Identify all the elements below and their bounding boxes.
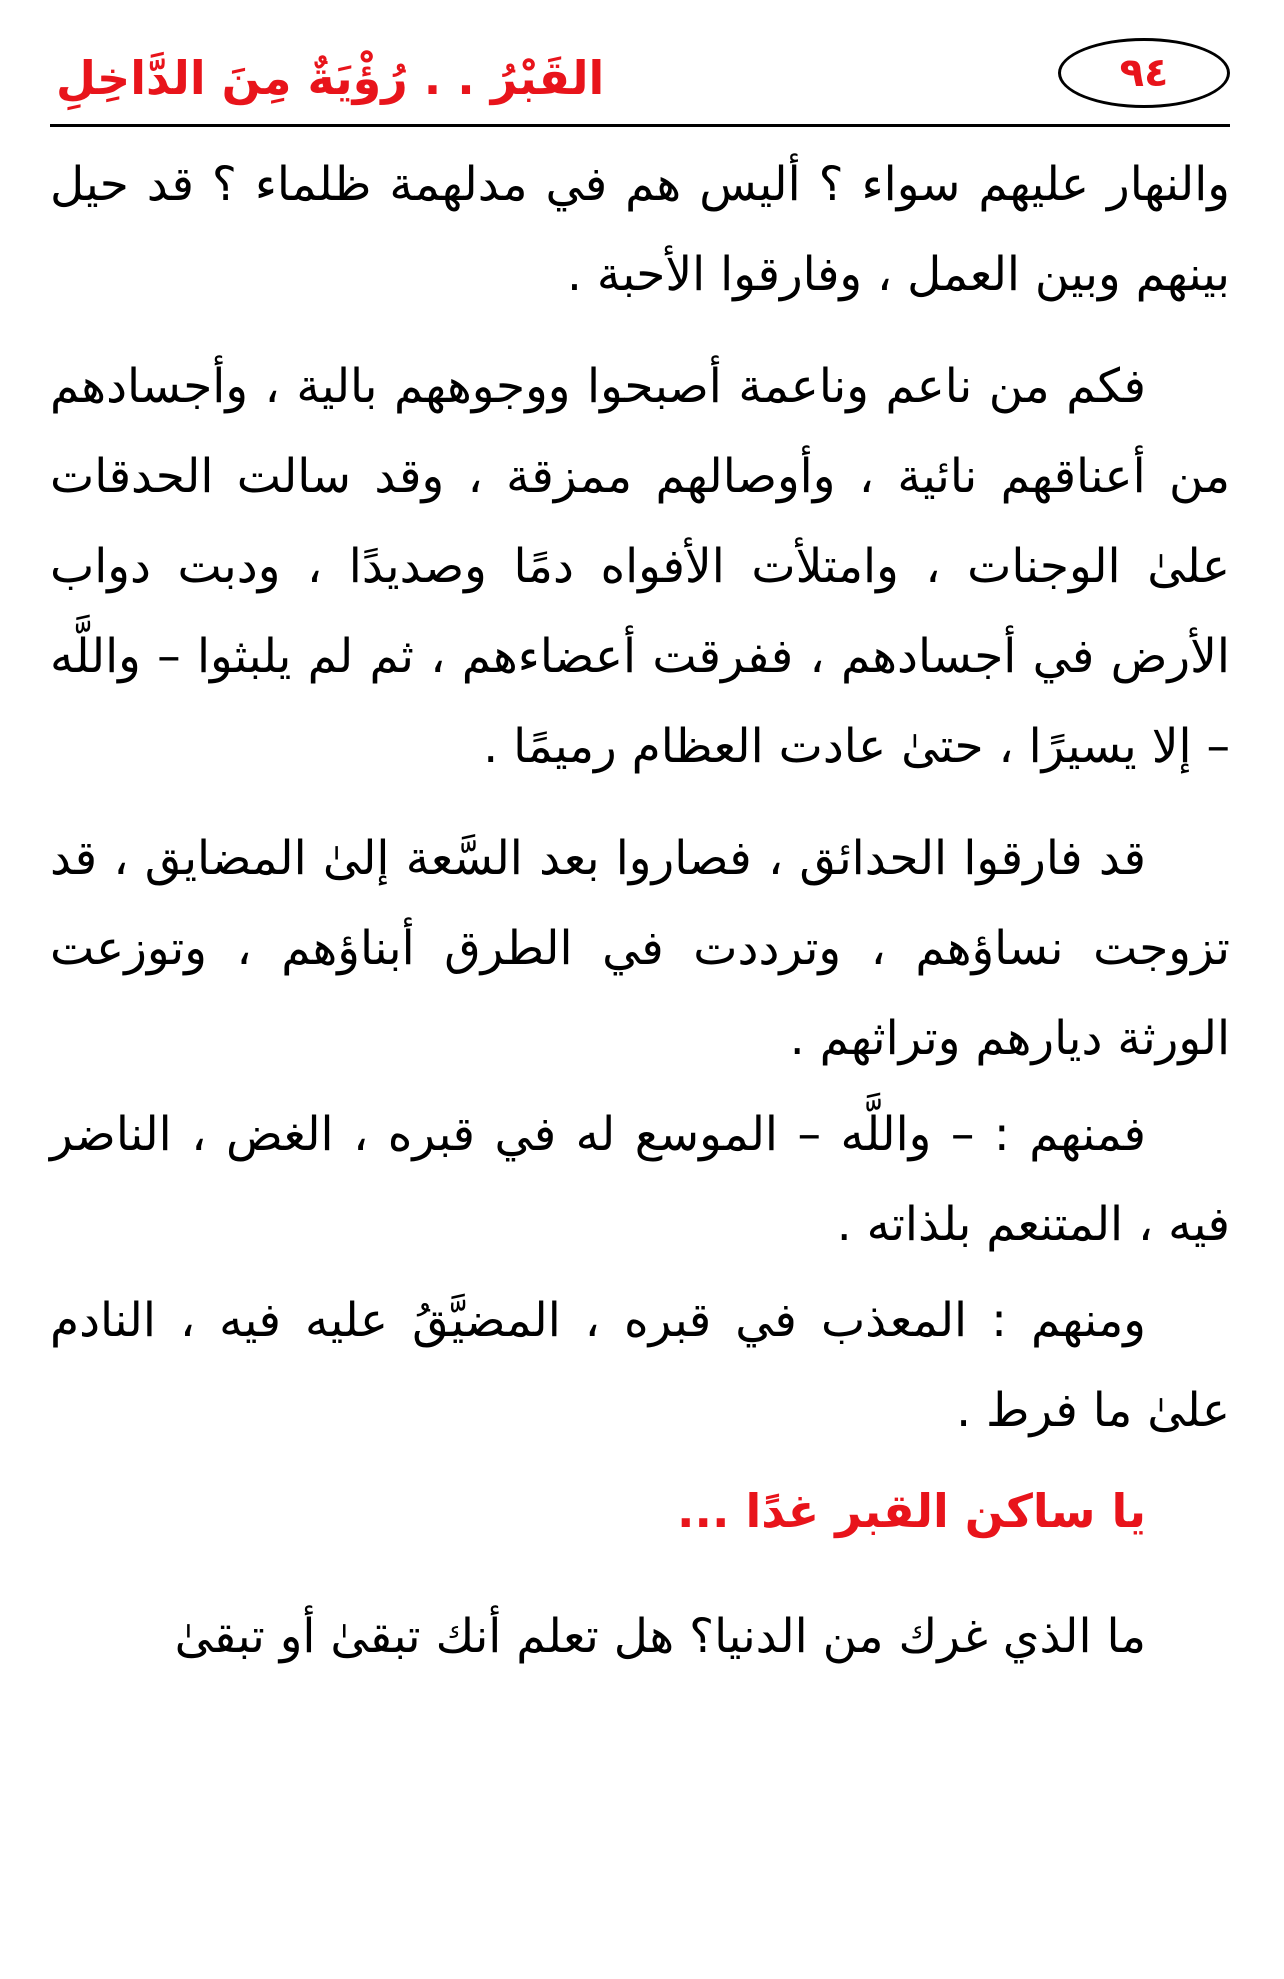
running-title: القَبْرُ . . رُؤْيَةٌ مِنَ الدَّاخِلِ [56, 51, 605, 105]
header-divider [50, 124, 1230, 127]
page-number-oval [1058, 38, 1230, 108]
page-number: ٩٤ [1119, 50, 1169, 96]
paragraph-2: فكم من ناعم وناعمة أصبحوا ووجوههم بالية ، وأجسادهم من أعناقهم نائية ، وأوصالهم ممزقة ، وقد سالت الحدقات علىٰ الوجنات ، وامتلأت الأفواه دمًا وصديدًا ، ودبت دواب الأرض في أجسادهم ، ففرقت أعضاءهم ، ثم لم يلبثوا – واللَّه – إلا يسيرًا ، حتىٰ عادت العظام رميمًا . [50, 359, 1230, 774]
paragraph-1: والنهار عليهم سواء ؟ أليس هم في مدلهمة ظلماء ؟ قد حيل بينهم وبين العمل ، وفارقوا الأحبة . [50, 157, 1230, 302]
page-body [50, 140, 1230, 1682]
section-heading: يا ساكن القبر غدًا ... [677, 1484, 1146, 1538]
paragraph-5: ومنهم : المعذب في قبره ، المضيَّقُ عليه فيه ، النادم علىٰ ما فرط . [50, 1293, 1230, 1438]
paragraph-6: ما الذي غرك من الدنيا؟ هل تعلم أنك تبقىٰ أو تبقىٰ [174, 1609, 1146, 1664]
paragraph-3: قد فارقوا الحدائق ، فصاروا بعد السَّعة إلىٰ المضايق ، قد تزوجت نساؤهم ، وترددت في الطرق أبناؤهم ، وتوزعت الورثة ديارهم وتراثهم . [50, 831, 1230, 1066]
paragraph-4: فمنهم : – واللَّه – الموسع له في قبره ، الغض ، الناضر فيه ، المتنعم بلذاته . [50, 1107, 1230, 1252]
page-header [50, 30, 1230, 124]
